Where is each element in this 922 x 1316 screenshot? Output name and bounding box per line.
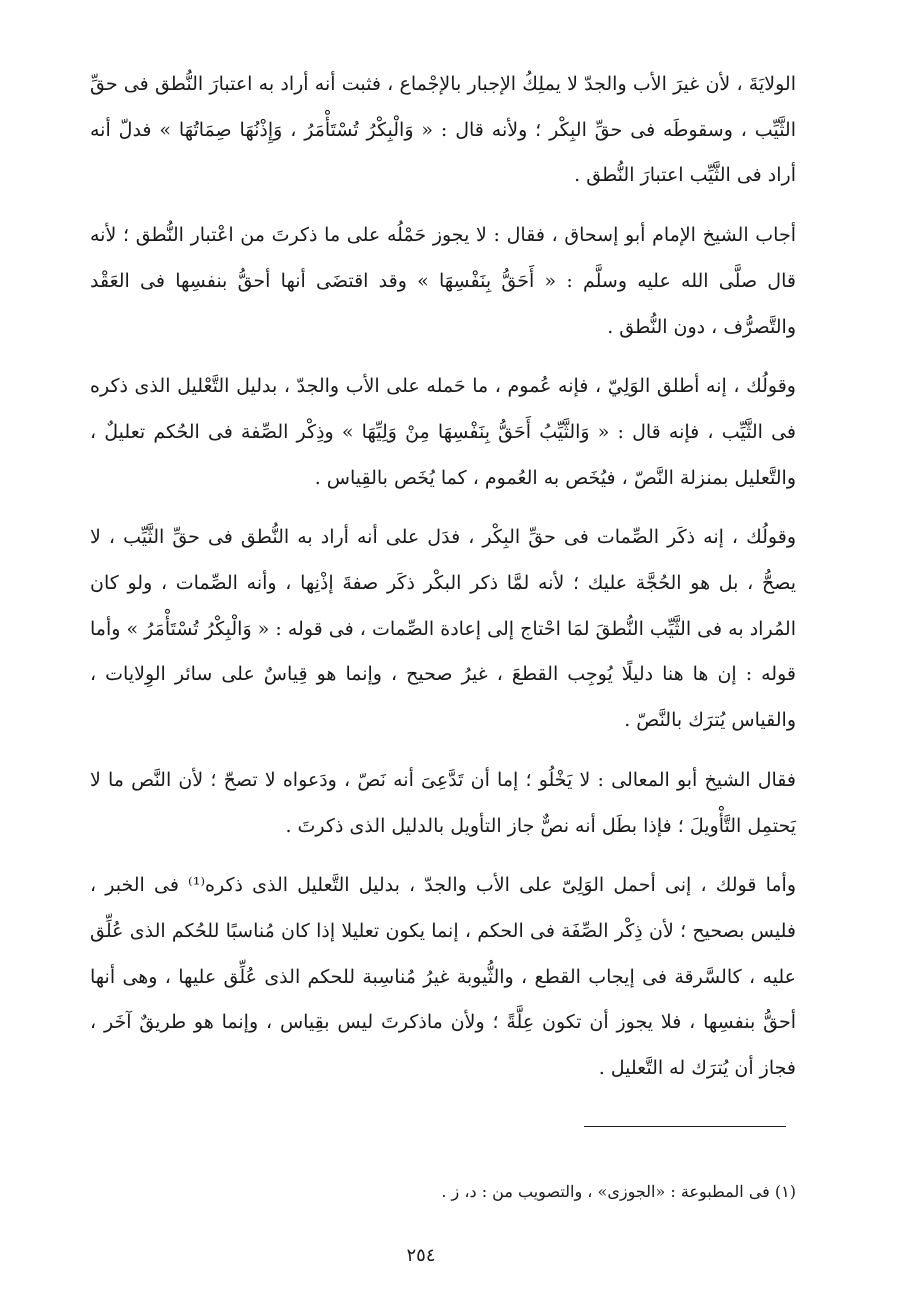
paragraph-2: أجاب الشيخ الإمام أبو إسحاق ، فقال : لا يجوز حَمْلُه على ما ذكرتَ من اعْتبار النُّطق ؛ لأنه قال صلَّى الله عليه وسلَّم : « أَحَقُّ بِنَفْسِهَا » وقد اقتضَى أنها أحقُّ بنفسِها فى العَقْد والتَّصرُّف ، دون النُّطق .: [90, 224, 796, 338]
footnote-divider: [584, 1126, 786, 1127]
paragraph-6: وأما قولك ، إنى أحمل الوَلِىّ على الأب والجدّ ، بدليل التَّعليل الذى ذكره⁽¹⁾ فى الخبر ، فليس بصحيح ؛ لأن ذِكْر الصِّفَة فى الحكم ، إنما يكون تعليلا إذا كان مُناسبًا للحُكم الذى عُلِّق عليه ، كالسَّرقة فى إيجاب القطع ، والثُّيوبة غيرُ مُناسِبة للحكم الذى عُلِّق عليها ، وهى أنها أحقُّ بنفسِها ، فلا يجوز أن تكون عِلَّةً ؛ ولأن ماذكرتَ ليس بقِياس ، وإنما هو طريقٌ آخَر ، فجاز أن يُترَك له التَّعليل .: [90, 874, 796, 1080]
paragraph-4: وقولُك ، إنه ذكَر الصِّمات فى حقِّ البِكْر ، فدَل على أنه أراد به النُّطق فى حقِّ الثَّيِّب ، لا يصحُّ ، بل هو الحُجَّة عليك ؛ لأنه لمَّا ذكر البكْر ذكَر صفةَ إذْنِها ، وأنه الصِّمات ، ولو كان المُراد به فى الثَّيِّب النُّطقَ لمَا احْتاج إلى إعادة الصِّمات ، فى قوله : « وَالْبِكْرُ تُسْتَأْمَرُ » وأما قوله : إن ها هنا دليلًا يُوجِب القطعَ ، غيرُ صحيح ، وإنما هو قِياسٌ على سائر الوِلايات ، والقياس يُترَك بالنَّصّ .: [90, 526, 796, 732]
paragraph-1: الولايَةَ ، لأن غيرَ الأب والجدّ لا يملِكُ الإجبار بالإجْماع ، فثبت أنه أراد به اعتبارَ النُّطق فى حقِّ الثَّيِّب ، وسقوطَه فى حقِّ البِكْر ؛ ولأنه قال : « وَالْبِكْرُ تُسْتَأْمَرُ ، وَإِذْنُهَا صِمَاتُهَا » فدلّ أنه أراد فى الثَّيِّب اعتبارَ النُّطق .: [90, 73, 796, 187]
paragraph-3: وقولُك ، إنه أطلق الوَلِيّ ، فإنه عُموم ، ما حَمله على الأب والجدّ ، بدليل التَّعْليل الذى ذكره فى الثَّيِّب ، فإنه قال : « وَالثَّيِّبُ أَحَقُّ بِنَفْسِهَا مِنْ وَلِيِّهَا » وذِكْر الصِّفة فى الحُكم تعليلٌ ، والتَّعليل بمنزلة النَّصّ ، فيُخَص به العُموم ، كما يُخَص بالقِياس .: [90, 375, 796, 489]
main-text: [90, 62, 796, 1106]
paragraph-5: فقال الشيخ أبو المعالى : لا يَخْلُو ؛ إما أن تَدَّعِىَ أنه نَصّ ، ودَعواه لا تصحّ ؛ لأن النَّص ما لا يَحتمِل التَّأْويلَ ؛ فإذا بطَل أنه نصٌّ جاز التأويل بالدليل الذى ذكرتَ .: [90, 768, 796, 837]
page-number: ٢٥٤: [406, 1245, 436, 1266]
footnote: (١) فى المطبوعة : «الجوزى» ، والتصويب من : د، ز .: [441, 1182, 796, 1201]
